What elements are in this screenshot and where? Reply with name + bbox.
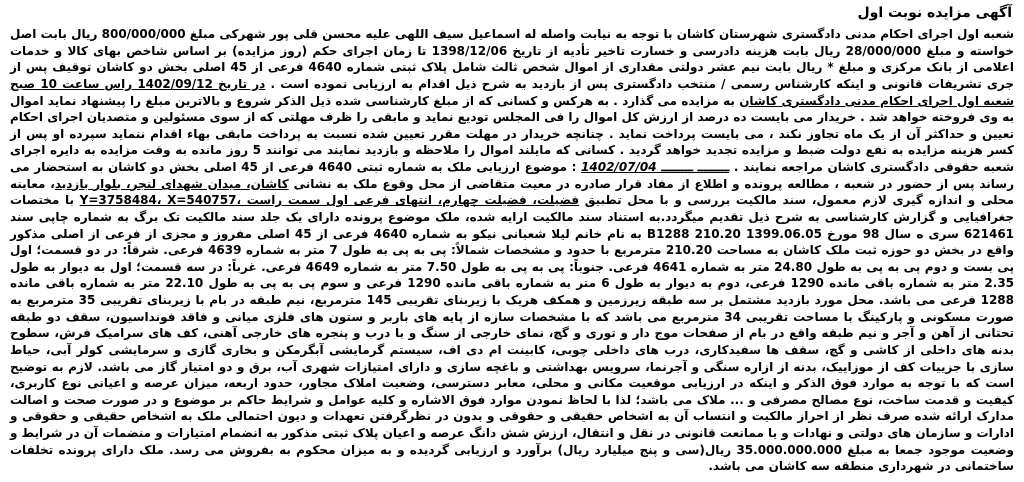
body-inspection: ، معاینه محلی و اندازه گیری لازم معمول، سند مالکیت بررسی و با محل تطبیق <box>10 176 1014 208</box>
auction-date-time: در تاریخ 1402/09/12 راس ساعت 10 صبح شعبه اول اجرای احکام مدنی دادگستری کاشان <box>10 76 1014 108</box>
notice-title: آگهی مزایده نوبت اول <box>857 5 1012 21</box>
property-address: کاشان، میدان شهدای لنجر، بلوار بازدید <box>54 176 289 191</box>
body-appraisal-intro: : موضوع ارزیابی ملک به شماره ثبتی 4640 فرعی از 45 اصلی بخش دو کاشان به استحضار می رساند پس از حضور در شعبه ، مطالعه پرونده و اطلاع از مفاد قرار صادره در معیت متقاضی از محل وقوع ملک به نشانی <box>10 160 1014 191</box>
body-terms: به مزایده می گذارد . به هرکس و کسانی که از مبلغ کارشناسی شده ذیل الذکر شروع و بالاترین مبلغ را پیشنهاد نماید اموال به وی فروخته خواهد شد . خریدار می بایست ده درصد از ارزش کل اموال را فی المجلس تودیع نماید و مابقی را ظرف مهلتی که از سوی مسئولین و متصدیان اجرای احکام تعیین و حداکثر آن از یک ماه تجاوز نکند ، می بایست پرداخت نماید . چنانچه خریدار در مهلت مقرر تعیین شده نسبت به پرداخت مابقی بهاء اقدام ننماید سپرده او پس از کسر هزینه مزایده به نفع دولت ضبط و مزایده تجدید خواهد گردید . کسانی که مایلند اموال را ملاحظه و بازدید نمایند می توانند 5 روز مانده به وقت مزایده به دایره اجرای شعبه حقوقی دادگستری کاشان مراجعه نمایند . <box>10 93 1015 174</box>
auction-notice <box>6 4 1018 478</box>
appraisal-date: ـــــــــ ـــــــــ 1402/07/04 <box>581 160 730 174</box>
body-intro: شعبه اول اجرای احکام مدنی دادگستری شهرستان کاشان با توجه به نیابت واصله له اسماعیل سیف اللهی علیه محسن قلی پور شهرکی مبلغ 800/000/000 ریال بابت اصل خواسته و مبلغ 28/000/000 ریال بابت هزینه دادرسی و خسارت تاخیر تأدیه از تاریخ 1398/12/06 تا زمان اجرای حکم (روز مزایده) بر اساس شاخص بهای کالا و خدمات اعلامی از بانک مرکزی و مبلغ * ریال بابت نیم عشر دولتی مقداری از اموال شخص ثالث شامل پلاک ثبتی شماره 4640 فرعی از 45 اصلی بخش دو کاشان توقیف پس از جری تشریفات قانونی و اینکه کارشناس رسمی / منتخب دادگستری پس از بازدید به شرح ذیل اقدام به ارزیابی نموده است . <box>10 27 1015 91</box>
notice-body <box>6 26 1018 475</box>
property-coordinates: Y=3758484، X=540757، فضیلت، فضیلت چهارم، انتهای فرعی اول سمت راست <box>79 193 580 208</box>
body-details: با مختصات جغرافیایی و گزارش کارشناسی به شرح ذیل تقدیم میگردد.به استناد سند مالکیت ارایه شده، ملک موضوع پرونده دارای یک جلد سند مالکیت تک برگ به شماره چاپی سند 621461 سری ه سال 98 مورخ 1399.06.05 B1288 210.20 به نام خانم لیلا شعبانی نیکو به شماره 4640 فرعی از 45 اصلی مفروز و مجزی از فرعی از اصلی مذکور واقع در بخش دو حوزه ثبت ملک کاشان به مساحت 210.20 مترمربع با حدود و مشخصات شمالاً: پی به پی به طول 7 متر به شماره 4639 فرعی. شرقاً: در دو قسمت؛ اول پی بست و دوم پی به پی به طول 24.80 متر به شماره 4641 فرعی. جنوباً: پی به پی به طول 7.50 متر به شماره 4649 فرعی. غرباً: در سه قسمت؛ اول به دیوار به طول 2.35 متر به شماره باقی مانده 1290 فرعی، دوم به دیوار به طول 6 متر به شماره باقی مانده 1290 فرعی و سوم پی به پی به طول 22.10 متر به شماره باقی مانده 1288 فرعی می باشد. محل مورد بازدید مشتمل بر سه طبقه زیرزمین و همکف هریک با زیربنای تقریبی 145 مترمربع، نیم طبقه در بام با زیربنای تقریبی 35 مترمربع به صورت مسکونی و پارکینگ با مساحت تقریبی 34 مترمربع می باشد که با مشخصات سازه از پایه های باربر و ستون های فلزی میانی و فاقد فونداسیون، سقف دو طبقه تحتانی از آهن و آجر و نیم طبقه واقع در بام از صفحات موج دار و توری و گچ، نمای خارجی از سنگ و با درب و پنجره های خارجی آهنی، کف های سرامیک فرش، سطوح بدنه های داخلی از کاشی و گچ، سقف ها سفیدکاری، درب های داخلی چوبی، کابینت ام دی اف، سیستم گرمایشی آبگرمکن و بخاری گازی و سرمایشی کولر آبی، حیاط سازی با جزییات کف از موزاییک، بدنه از ازاره سنگی و آجرنما، سرویس بهداشتی و باغچه سازی و دارای امتیازات شهری آب، برق و دو امتیاز گاز می باشد. لازم به توضیح است که با توجه به موارد فوق الذکر و اینکه در ارزیابی موقعیت مکانی و محلی، معابر دسترسی، وضعیت املاک مجاور، حدود اربعه، میزان عرصه و اعیانی نوع کاربری، کیفیت و قدمت ساخت، نوع مصالح مصرفی و ... ملاک می باشد؛ لذا با لحاظ نمودن موارد فوق الاشاره و کلیه عوامل و شرایط حاکم بر موضوع و در صورت صحت و اصالت مدارک ارائه شده صرف نظر از احراز مالکیت و انتساب آن به اشخاص حقیقی و حقوقی و بدون در نظرگرفتن تعهدات و دیون احتمالی ملک به اشخاص حقیقی و حقوقی و ادارات و سازمان های دولتی و نهادات و یا ممانعت قانونی در نقل و انتقال، ارزش شش دانگ عرصه و اعیان پلاک ثبتی مذکور به انضمام امتیازات و منضمات آن در شرایط و وضعیت موجود جمعا به مبلغ 35.000.000.000 ریال(سی و پنج میلیارد ریال) برآورد و ارزیابی گردیده و به میزان محکوم به بفروش می رسد. ملک دارای پرونده تخلفات ساختمانی در شهرداری منطقه سه کاشان می باشد. <box>10 193 1015 474</box>
